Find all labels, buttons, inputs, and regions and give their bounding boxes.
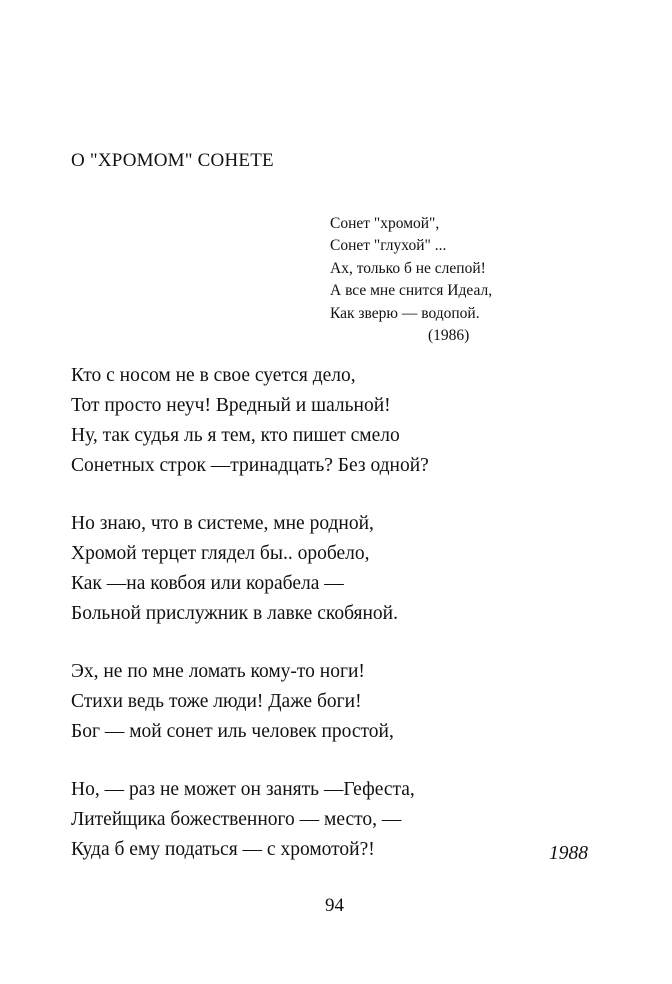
stanza-2 [71,509,429,629]
poem-line: Как —на ковбоя или корабела — [71,573,344,594]
poem-line: Эх, не по мне ломать кому-то ноги! [71,661,365,682]
poem-line: Хромой терцет глядел бы.. оробело, [71,543,370,564]
stanza-3 [71,657,429,747]
poem-line: Кто с носом не в свое суется дело, [71,365,356,386]
epigraph-line: Как зверю — водопой. [330,304,480,322]
poem-line: Но знаю, что в системе, мне родной, [71,513,374,534]
poem-date: 1988 [549,843,588,864]
poem-line: Бог — мой сонет иль человек простой, [71,721,394,742]
poem-line: Но, — раз не может он занять —Гефеста, [71,779,415,800]
stanza-1 [71,361,429,481]
epigraph-line: Ах, только б не слепой! [330,259,486,277]
epigraph [330,213,492,347]
poem-line: Больной прислужник в лавке скобяной. [71,603,398,624]
stanza-4 [71,775,429,865]
poem-line: Литейщика божественного — место, — [71,809,402,830]
poem-title: О "ХРОМОМ" СОНЕТЕ [71,150,274,171]
poem-line: Сонетных строк —тринадцать? Без одной? [71,455,429,476]
poem-body [71,361,429,865]
poem-line: Стихи ведь тоже люди! Даже боги! [71,691,362,712]
epigraph-year: (1986) [428,327,470,345]
poem-line: Куда б ему податься — с хромотой?! [71,839,375,860]
epigraph-line: Сонет "глухой" ... [330,237,447,255]
page-number: 94 [325,895,344,916]
poem-line: Ну, так судья ль я тем, кто пишет смело [71,425,400,446]
epigraph-line: А все мне снится Идеал, [330,282,493,300]
epigraph-line: Сонет "хромой", [330,215,440,232]
poem-line: Тот просто неуч! Вредный и шальной! [71,395,391,416]
